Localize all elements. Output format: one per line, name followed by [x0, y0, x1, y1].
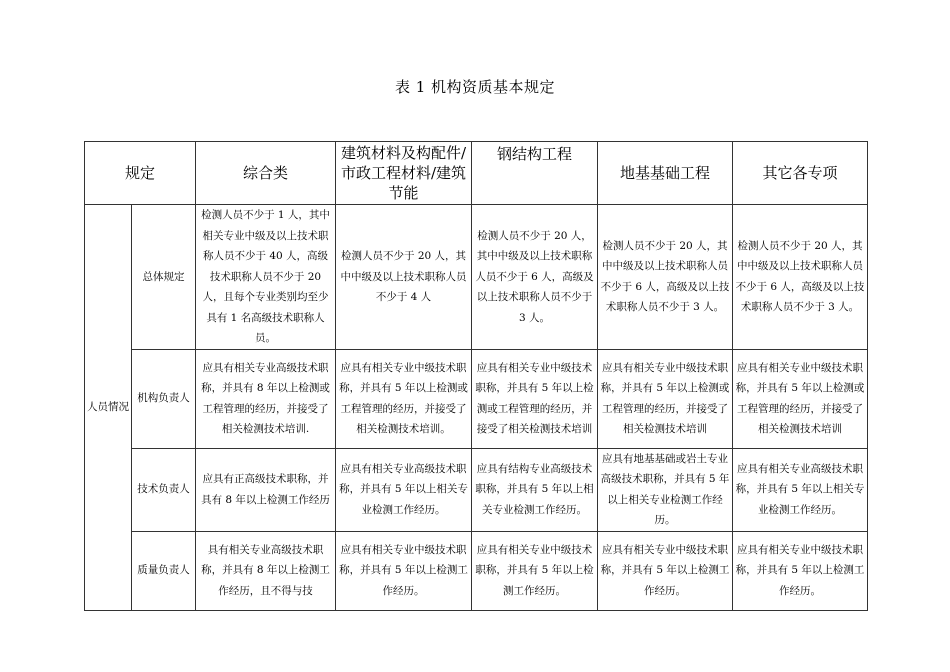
cell: 检测人员不少于 20 人，其中中级及以上技术职称人员不少于 6 人，高级及以上技术职称人员不少于 3 人。 [598, 205, 733, 350]
cell: 应具有相关专业中级技术职称，并具有 5 年以上检测或工程管理的经历，并接受了相关检测技术培训 [598, 349, 733, 448]
cell: 检测人员不少于 1 人，其中相关专业中级及以上技术职称人员不少于 40 人，高级技术职称人员不少于 20 人，且每个专业类别均至少具有 1 名高级技术职称人员。 [196, 205, 336, 350]
table-row [85, 205, 868, 350]
cell: 应具有相关专业中级技术职称，并具有 5 年以上检测或工程管理的经历，并接受了相关检测技术培训 [472, 349, 598, 448]
cell: 应具有相关专业中级技术职称，并具有 5 年以上检测或工程管理的经历，并接受了相关检测技术培训 [733, 349, 868, 448]
cell: 应具有地基基础或岩土专业高级技术职称，并具有 5 年以上相关专业检测工作经历。 [598, 448, 733, 531]
cell: 应具有相关专业中级技术职称，并具有 5 年以上检测工作经历。 [336, 531, 472, 610]
cell: 应具有结构专业高级技术职称，并具有 5 年以上相关专业检测工作经历。 [472, 448, 598, 531]
header-foundation: 地基基础工程 [598, 142, 733, 205]
row-label-quality-head: 质量负责人 [132, 531, 196, 610]
cell: 应具有相关专业高级技术职称，并具有 5 年以上相关专业检测工作经历。 [336, 448, 472, 531]
header-others: 其它各专项 [733, 142, 868, 205]
header-comprehensive: 综合类 [196, 142, 336, 205]
table-title: 表 1 机构资质基本规定 [394, 78, 556, 96]
header-rule: 规定 [85, 142, 196, 205]
cell: 应具有相关专业高级技术职称，并具有 5 年以上相关专业检测工作经历。 [733, 448, 868, 531]
cell: 检测人员不少于 20 人，其中中级及以上技术职称人员不少于 6 人，高级及以上技术职称人员不少于 3 人。 [472, 205, 598, 350]
row-label-technical-head: 技术负责人 [132, 448, 196, 531]
row-label-institution-head: 机构负责人 [132, 349, 196, 448]
row-label-overall: 总体规定 [132, 205, 196, 350]
cell: 应具有相关专业中级技术职称，并具有 5 年以上检测工作经历。 [598, 531, 733, 610]
table-row [85, 448, 868, 531]
cell: 应具有相关专业中级技术职称，并具有 5 年以上检测或工程管理的经历，并接受了相关检测技术培训。 [336, 349, 472, 448]
cell: 检测人员不少于 20 人，其中中级及以上技术职称人员不少于 6 人，高级及以上技术职称人员不少于 3 人。 [733, 205, 868, 350]
qualification-table [84, 141, 868, 611]
header-materials: 建筑材料及构配件/市政工程材料/建筑节能 [336, 142, 472, 205]
group-label-personnel: 人员情况 [85, 205, 132, 611]
cell: 具有相关专业高级技术职称，并具有 8 年以上检测工作经历，且不得与技 [196, 531, 336, 610]
cell: 应具有相关专业高级技术职称，并具有 8 年以上检测或工程管理的经历，并接受了相关检测技术培训. [196, 349, 336, 448]
cell: 应具有正高级技术职称，并具有 8 年以上检测工作经历 [196, 448, 336, 531]
table-row [85, 531, 868, 610]
cell: 检测人员不少于 20 人，其中中级及以上技术职称人员不少于 4 人 [336, 205, 472, 350]
header-row [85, 142, 868, 205]
cell: 应具有相关专业中级技术职称，并具有 5 年以上检测工作经历。 [472, 531, 598, 610]
header-steel: 钢结构工程 [472, 142, 598, 205]
cell: 应具有相关专业中级技术职称，并具有 5 年以上检测工作经历。 [733, 531, 868, 610]
table-row [85, 349, 868, 448]
